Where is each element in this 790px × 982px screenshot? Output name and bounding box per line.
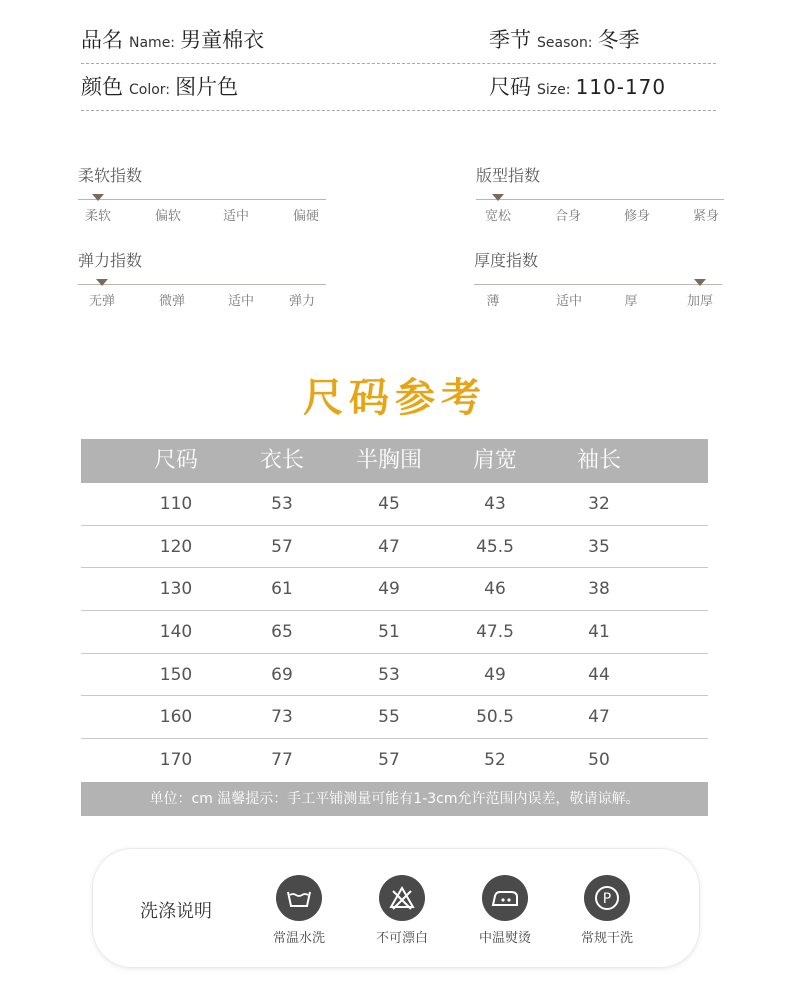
table-cell: 51 [378, 622, 400, 643]
fit-index-title: 版型指数 [476, 166, 541, 185]
thickness-index-scale [474, 284, 722, 285]
table-cell: 43 [484, 494, 506, 514]
table-cell: 140 [159, 622, 193, 643]
table-cell: 170 [159, 750, 193, 771]
table-row [81, 611, 708, 654]
fit-index-label: 合身 [554, 209, 582, 224]
fit-index-labels [476, 205, 724, 223]
wash-basin-icon [276, 875, 322, 921]
info-row-color-size [81, 67, 716, 111]
thickness-index-label: 薄 [486, 294, 500, 309]
wash-item-label: 不可漂白 [375, 931, 428, 946]
elasticity-index-label: 无弹 [88, 294, 116, 309]
table-cell: 55 [378, 707, 400, 728]
table-cell: 57 [378, 750, 400, 771]
washing-title: 洗涤说明 [140, 901, 212, 922]
table-row [81, 739, 708, 782]
svg-text:P: P [602, 891, 612, 907]
fit-index-label: 修身 [623, 209, 651, 224]
table-cell: 160 [159, 707, 193, 728]
info-row-name-season [81, 20, 716, 64]
table-cell: 53 [378, 664, 400, 685]
size-table-header-cell: 衣长 [259, 448, 305, 473]
size-table-header-cell: 半胸围 [355, 448, 423, 473]
wash-item-no-bleach [362, 875, 442, 946]
table-cell: 50.5 [476, 707, 514, 728]
elasticity-index-labels [78, 290, 326, 308]
table-cell: 150 [159, 664, 193, 685]
color-label-en: Color: [129, 82, 171, 98]
table-cell: 47 [378, 536, 400, 557]
softness-index-label: 偏软 [154, 209, 182, 224]
thickness-index-label: 加厚 [686, 294, 714, 309]
wash-item-medium-iron [465, 875, 545, 946]
thickness-index-marker [694, 279, 706, 286]
size-table-header [81, 439, 708, 483]
thickness-index-label: 适中 [555, 294, 583, 309]
table-row [81, 526, 708, 569]
table-cell: 77 [271, 750, 293, 771]
table-cell: 35 [588, 536, 610, 557]
thickness-index-labels [474, 290, 722, 308]
no-bleach-icon [379, 875, 425, 921]
elasticity-index-label: 微弹 [158, 294, 186, 309]
size-table-header-cell: 袖长 [576, 448, 622, 473]
washing-panel [92, 848, 700, 968]
table-cell: 53 [271, 494, 293, 514]
season-value: 冬季 [597, 28, 640, 52]
size-label-cn: 尺码 [489, 75, 531, 99]
table-cell: 50 [588, 750, 610, 771]
size-table-note: 单位：cm 温馨提示：手工平铺测量可能有1-3cm允许范围内误差，敬请谅解。 [81, 782, 708, 816]
fit-index-label: 宽松 [484, 209, 512, 224]
table-row [81, 568, 708, 611]
table-cell: 38 [588, 579, 610, 600]
product-season [489, 24, 640, 54]
table-cell: 120 [159, 536, 193, 557]
table-cell: 61 [271, 579, 293, 600]
name-label-cn: 品名 [81, 28, 123, 52]
wash-item-label: 中温熨烫 [478, 931, 531, 946]
softness-index-labels [78, 205, 326, 223]
table-cell: 49 [484, 664, 506, 685]
color-value: 图片色 [175, 75, 239, 99]
table-cell: 65 [271, 622, 293, 643]
fit-index-label: 紧身 [692, 209, 720, 224]
softness-index-scale [78, 199, 326, 200]
table-cell: 73 [271, 707, 293, 728]
table-cell: 47.5 [476, 622, 514, 643]
color-label-cn: 颜色 [81, 75, 123, 99]
elasticity-index-title: 弹力指数 [78, 251, 143, 270]
wash-item-label: 常规干洗 [580, 931, 633, 946]
softness-index-marker [92, 194, 104, 201]
table-cell: 69 [271, 664, 293, 685]
elasticity-index-scale [78, 284, 326, 285]
table-cell: 46 [484, 579, 506, 600]
softness-index-label: 适中 [222, 209, 250, 224]
size-label-en: Size: [537, 82, 571, 98]
elasticity-index-marker [96, 279, 108, 286]
size-table-header-cell: 肩宽 [472, 448, 518, 473]
elasticity-index-label: 弹力 [288, 294, 316, 309]
table-cell: 49 [378, 579, 400, 600]
table-cell: 47 [588, 707, 610, 728]
season-label-en: Season: [537, 35, 593, 51]
table-cell: 57 [271, 536, 293, 557]
wash-item-dry-clean [567, 875, 647, 946]
table-row [81, 654, 708, 697]
table-cell: 44 [588, 664, 610, 685]
table-cell: 32 [588, 494, 610, 514]
fit-index-marker [492, 194, 504, 201]
softness-index-title: 柔软指数 [78, 166, 143, 185]
fit-index-scale [476, 199, 724, 200]
size-table-body [81, 483, 708, 782]
size-table-header-cell: 尺码 [153, 448, 199, 473]
product-size [489, 71, 666, 101]
size-table [81, 439, 708, 816]
softness-index-label: 柔软 [84, 209, 112, 224]
thickness-index-title: 厚度指数 [474, 251, 539, 270]
name-value: 男童棉衣 [180, 28, 265, 52]
name-label-en: Name: [129, 35, 176, 51]
product-name [81, 24, 264, 54]
table-cell: 45.5 [476, 536, 514, 557]
wash-item-normal-wash [259, 875, 339, 946]
dry-clean-icon [584, 875, 630, 921]
table-row [81, 696, 708, 739]
table-cell: 52 [484, 750, 506, 771]
season-label-cn: 季节 [489, 28, 531, 52]
product-color [81, 71, 238, 101]
elasticity-index-label: 适中 [227, 294, 255, 309]
table-cell: 110 [159, 494, 193, 514]
thickness-index-label: 厚 [624, 294, 638, 309]
table-cell: 130 [159, 579, 193, 600]
softness-index-label: 偏硬 [292, 209, 320, 224]
size-chart-title: 尺码参考 [303, 375, 487, 421]
size-value: 110-170 [575, 75, 667, 99]
table-cell: 41 [588, 622, 610, 643]
table-cell: 45 [378, 494, 400, 514]
iron-icon [482, 875, 528, 921]
wash-item-label: 常温水洗 [272, 931, 325, 946]
table-row [81, 483, 708, 526]
